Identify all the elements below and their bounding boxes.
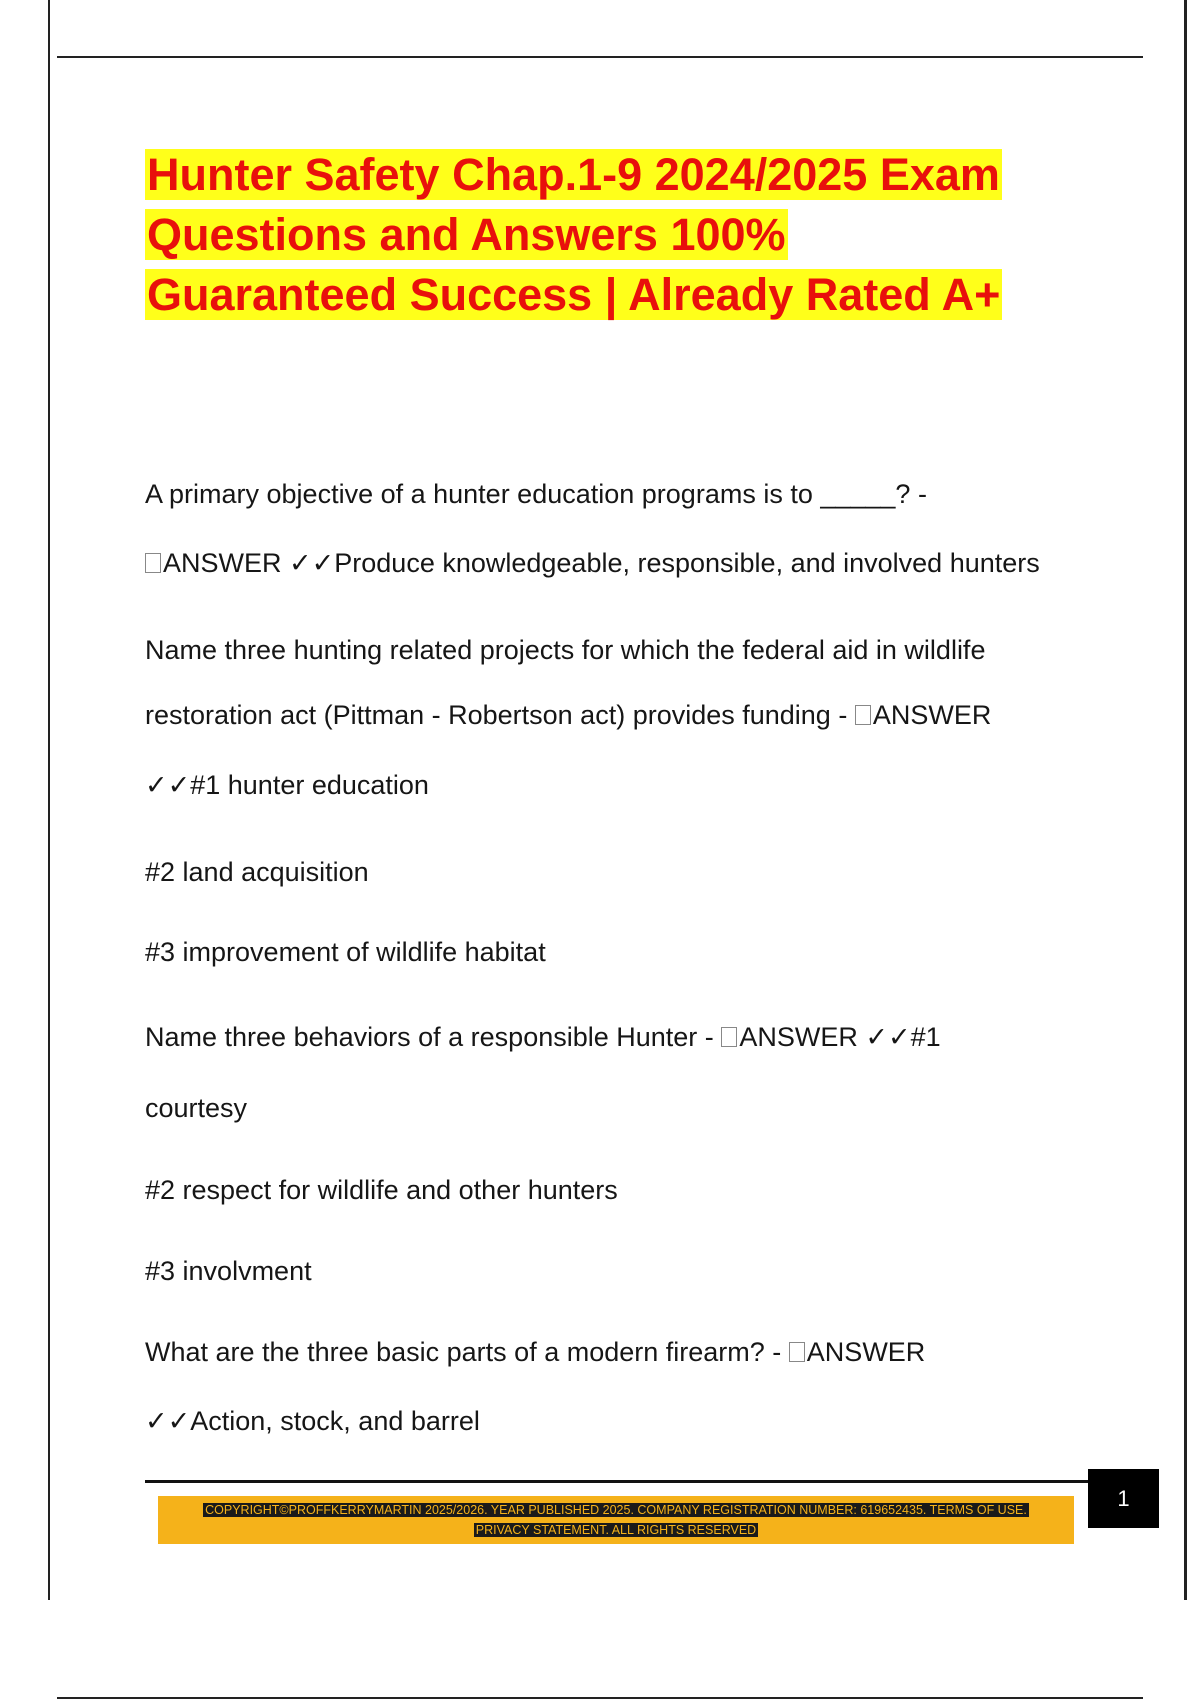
answer-2-line-3: #3 improvement of wildlife habitat — [145, 937, 546, 967]
answer-1: ANSWER ✓✓Produce knowledgeable, responsible, and involved hunters — [145, 548, 1040, 579]
copyright-line-1: COPYRIGHT©PROFFKERRYMARTIN 2025/2026. YEAR PUBLISHED 2025. COMPANY REGISTRATION NUMBER: 619652435. TERMS OF USE. — [205, 1503, 1027, 1517]
answer-3-line-2: #2 respect for wildlife and other hunters — [145, 1175, 618, 1205]
bottom-rule — [57, 1697, 1143, 1699]
title-line-3: Guaranteed Success | Already Rated A+ — [147, 269, 1001, 320]
placeholder-box-icon — [855, 705, 871, 725]
question-2-line-1: Name three hunting related projects for which the federal aid in wildlife — [145, 635, 986, 665]
question-3: Name three behaviors of a responsible Hunter - ANSWER ✓✓#1 — [145, 1022, 941, 1052]
question-2-line-2: restoration act (Pittman - Robertson act) provides funding - ANSWER — [145, 700, 992, 730]
answer-4: ✓✓Action, stock, and barrel — [145, 1406, 480, 1436]
document-title — [145, 145, 1105, 325]
placeholder-box-icon — [145, 553, 161, 573]
answer-2-line-2: #2 land acquisition — [145, 857, 369, 887]
answer-3-line-3: #3 involvment — [145, 1256, 312, 1286]
question-1: A primary objective of a hunter education programs is to _____? - — [145, 479, 927, 509]
page-frame-left — [48, 0, 50, 1600]
answer-3-line-1: courtesy — [145, 1093, 248, 1123]
answer-2-line-1: ✓✓#1 hunter education — [145, 770, 429, 800]
question-4: What are the three basic parts of a modern firearm? - ANSWER — [145, 1337, 926, 1367]
title-line-1: Hunter Safety Chap.1-9 2024/2025 Exam — [147, 149, 1000, 200]
page-frame-right — [1184, 0, 1187, 1600]
page-number: 1 — [1088, 1469, 1159, 1528]
copyright-line-2: PRIVACY STATEMENT. ALL RIGHTS RESERVED — [475, 1523, 757, 1537]
placeholder-box-icon — [789, 1342, 805, 1362]
placeholder-box-icon — [721, 1027, 737, 1047]
footer-rule — [145, 1480, 1090, 1483]
header-rule — [57, 56, 1143, 58]
title-line-2: Questions and Answers 100% — [147, 209, 786, 260]
copyright-footer — [158, 1500, 1074, 1540]
